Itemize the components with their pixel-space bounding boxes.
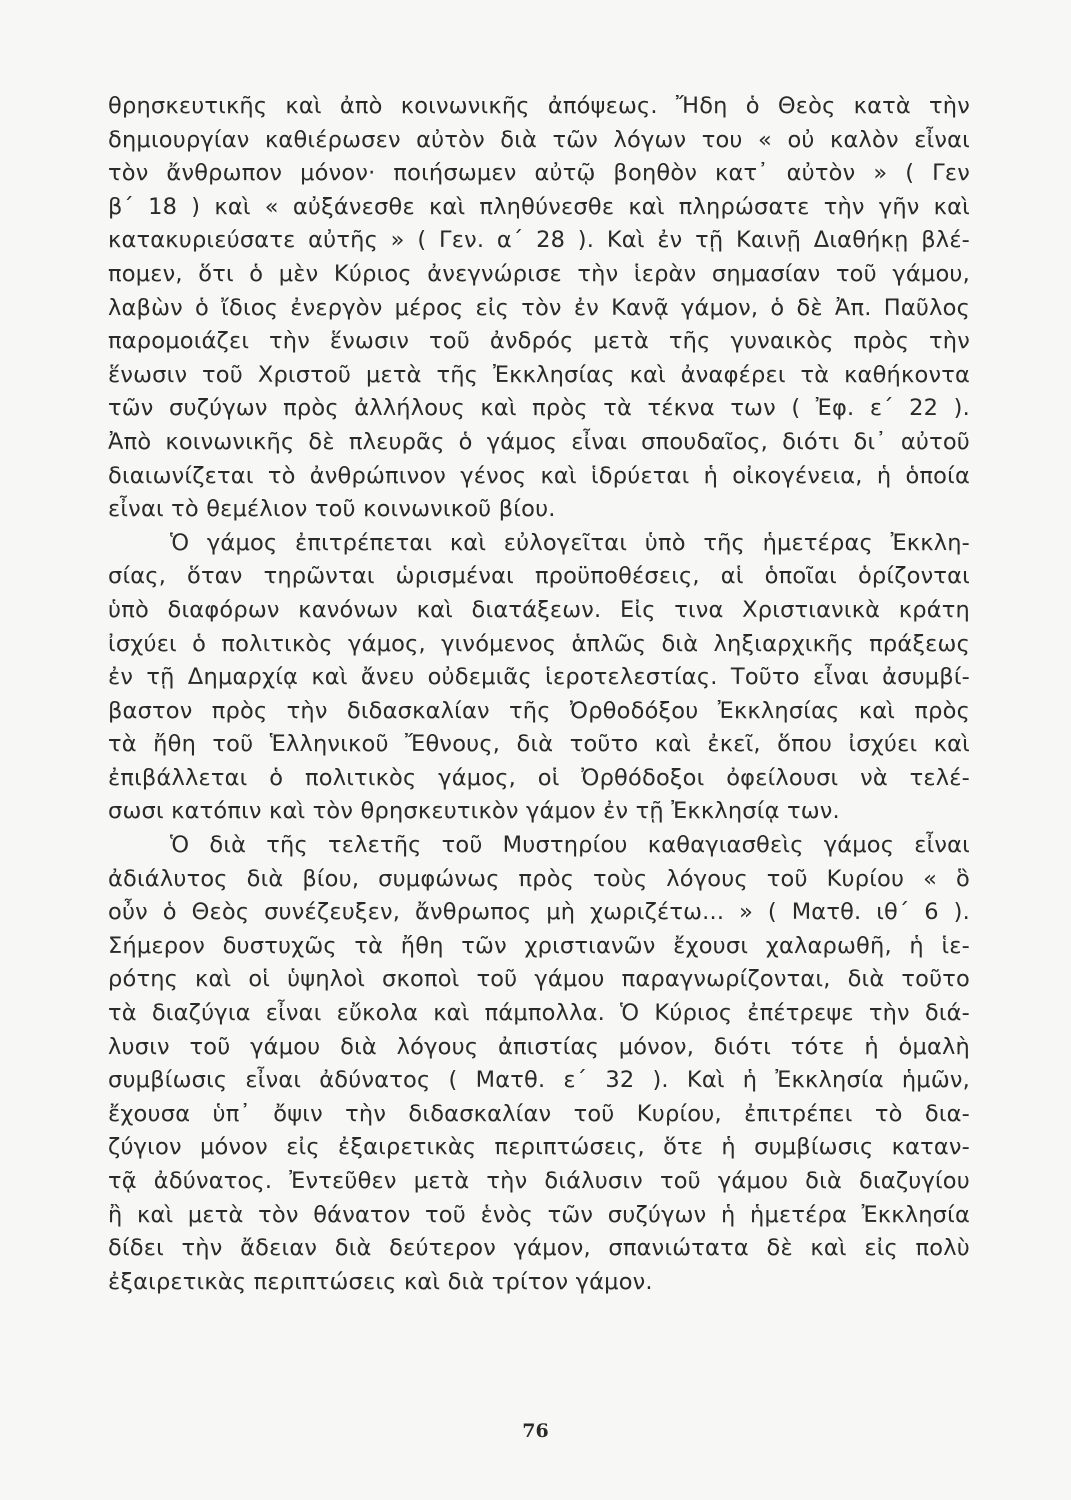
page-number: 76 (522, 1420, 549, 1442)
text-line: τῶν συζύγων πρὸς ἀλλήλους καὶ πρὸς τὰ τέκνα των ( Ἐφ. ε΄ 22 ). (108, 395, 970, 422)
text-line: σωσι κατόπιν καὶ τὸν θρησκευτικὸν γάμον ἐν τῇ Ἐκκλησίᾳ των. (108, 798, 840, 825)
text-line: παρομοιάζει τὴν ἕνωσιν τοῦ ἀνδρός μετὰ τῆς γυναικὸς πρὸς τὴν (108, 328, 970, 355)
text-line: Ὁ διὰ τῆς τελετῆς τοῦ Μυστηρίου καθαγιασθεὶς γάμος εἶναι (170, 832, 970, 859)
text-line: ἢ καὶ μετὰ τὸν θάνατον τοῦ ἑνὸς τῶν συζύγων ἡ ἡμετέρα Ἐκκλησία (108, 1201, 970, 1228)
text-line: ἔχουσα ὑπ᾽ ὄψιν τὴν διδασκαλίαν τοῦ Κυρίου, ἐπιτρέπει τὸ δια- (108, 1100, 970, 1127)
text-line: ὑπὸ διαφόρων κανόνων καὶ διατάξεων. Εἰς τινα Χριστιανικὰ κράτη (108, 596, 970, 623)
text-line: ἐπιβάλλεται ὁ πολιτικὸς γάμος, οἱ Ὀρθόδοξοι ὀφείλουσι νὰ τελέ- (108, 764, 970, 791)
text-line: β΄ 18 ) καὶ « αὐξάνεσθε καὶ πληθύνεσθε καὶ πληρώσατε τὴν γῆν καὶ (108, 193, 970, 220)
text-line: διαιωνίζεται τὸ ἀνθρώπινον γένος καὶ ἱδρύεται ἡ οἰκογένεια, ἡ ὁποία (108, 462, 970, 489)
text-line: τὰ διαζύγια εἶναι εὔκολα καὶ πάμπολλα. Ὁ Κύριος ἐπέτρεψε τὴν διά- (108, 1000, 970, 1027)
text-line: Ἀπὸ κοινωνικῆς δὲ πλευρᾶς ὁ γάμος εἶναι σπουδαῖος, διότι δι᾽ αὐτοῦ (108, 428, 970, 455)
text-line: ἰσχύει ὁ πολιτικὸς γάμος, γινόμενος ἁπλῶς διὰ ληξιαρχικῆς πράξεως (108, 630, 970, 657)
text-line: τᾷ ἀδύνατος. Ἐντεῦθεν μετὰ τὴν διάλυσιν τοῦ γάμου διὰ διαζυγίου (108, 1168, 970, 1194)
text-line: Ὁ γάμος ἐπιτρέπεται καὶ εὐλογεῖται ὑπὸ τῆς ἡμετέρας Ἐκκλη- (170, 529, 970, 556)
text-line: τὸν ἄνθρωπον μόνον· ποιήσωμεν αὐτῷ βοηθὸν κατ᾽ αὐτὸν » ( Γεν (108, 160, 970, 187)
text-line: οὖν ὁ Θεὸς συνέζευξεν, ἄνθρωπος μὴ χωριζέτω... » ( Ματθ. ιθ΄ 6 ). (108, 899, 970, 926)
text-line: θρησκευτικῆς καὶ ἀπὸ κοινωνικῆς ἀπόψεως. Ἤδη ὁ Θεὸς κατὰ τὴν (108, 93, 970, 119)
text-line: συμβίωσις εἶναι ἀδύνατος ( Ματθ. ε΄ 32 ). Καὶ ἡ Ἐκκλησία ἡμῶν, (108, 1067, 970, 1094)
text-line: ἐξαιρετικὰς περιπτώσεις καὶ διὰ τρίτον γάμον. (108, 1268, 653, 1295)
text-line: λυσιν τοῦ γάμου διὰ λόγους ἀπιστίας μόνον, διότι τότε ἡ ὁμαλὴ (108, 1033, 970, 1060)
text-line: ἀδιάλυτος διὰ βίου, συμφώνως πρὸς τοὺς λόγους τοῦ Κυρίου « ὃ (108, 865, 970, 892)
text-line: ἐν τῇ Δημαρχίᾳ καὶ ἄνευ οὐδεμιᾶς ἱεροτελεστίας. Τοῦτο εἶναι ἀσυμβί- (108, 664, 970, 691)
text-line: βαστον πρὸς τὴν διδασκαλίαν τῆς Ὀρθοδόξου Ἐκκλησίας καὶ πρὸς (108, 697, 970, 724)
text-line: τὰ ἤθη τοῦ Ἑλληνικοῦ Ἔθνους, διὰ τοῦτο καὶ ἐκεῖ, ὅπου ἰσχύει καὶ (108, 731, 970, 758)
text-line: Σήμερον δυστυχῶς τὰ ἤθη τῶν χριστιανῶν ἔχουσι χαλαρωθῆ, ἡ ἱε- (108, 932, 970, 959)
text-line: δίδει τὴν ἄδειαν διὰ δεύτερον γάμον, σπανιώτατα δὲ καὶ εἰς πολὺ (108, 1235, 970, 1262)
body-text (108, 90, 970, 1299)
text-line: ζύγιον μόνον εἰς ἐξαιρετικὰς περιπτώσεις, ὅτε ἡ συμβίωσις καταν- (108, 1134, 970, 1161)
text-line: εἶναι τὸ θεμέλιον τοῦ κοινωνικοῦ βίου. (108, 496, 556, 523)
text-line: δημιουργίαν καθιέρωσεν αὐτὸν διὰ τῶν λόγων του « οὐ καλὸν εἶναι (108, 126, 970, 153)
text-line: κατακυριεύσατε αὐτῆς » ( Γεν. α΄ 28 ). Καὶ ἐν τῇ Καινῇ Διαθήκῃ βλέ- (108, 227, 970, 254)
text-line: ρότης καὶ οἱ ὑψηλοὶ σκοποὶ τοῦ γάμου παραγνωρίζονται, διὰ τοῦτο (108, 966, 970, 993)
text-line: πομεν, ὅτι ὁ μὲν Κύριος ἀνεγνώρισε τὴν ἱερὰν σημασίαν τοῦ γάμου, (108, 260, 970, 287)
text-line: σίας, ὅταν τηρῶνται ὡρισμέναι προϋποθέσεις, αἱ ὁποῖαι ὁρίζονται (108, 563, 970, 590)
text-line: ἕνωσιν τοῦ Χριστοῦ μετὰ τῆς Ἐκκλησίας καὶ ἀναφέρει τὰ καθήκοντα (108, 361, 970, 388)
text-line: λαβὼν ὁ ἴδιος ἐνεργὸν μέρος εἰς τὸν ἐν Κανᾷ γάμον, ὁ δὲ Ἀπ. Παῦλος (108, 294, 970, 321)
